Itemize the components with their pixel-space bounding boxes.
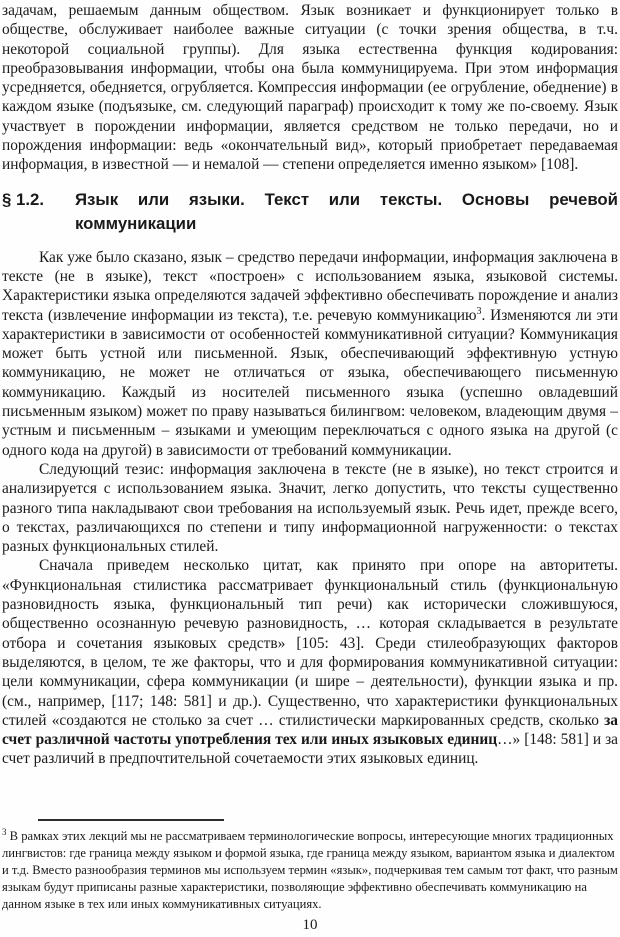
footnote-marker: 3 — [2, 827, 7, 837]
footnote-text: В рамках этих лекций мы не рассматриваем терминологические вопросы, интересующие многих традиционных лингвистов: где граница между языком и формой языка, где граница между языком, вариантом языка и диалектом и т.д. Вместо разнообразия терминов мы используем термин «язык», подчеркивая тем самым тот факт, что разным языкам будут приписаны разные характеристики, позволяющие эффективно обеспечивать коммуникацию на данном языке в тех или иных коммуникативных ситуациях. — [2, 829, 618, 911]
paragraph-text-run: …» [148: 581] и за счет различий в предпочтительной сочетаемости этих языковых единиц. — [2, 731, 618, 768]
page-number: 10 — [302, 917, 318, 933]
footnote-reference: 3 — [476, 305, 482, 317]
paragraph-thesis: Следующий тезис: информация заключена в тексте (не в языке), но текст строится и анализируется с использованием языка. Значит, легко допустить, что тексты существенно разного типа накладывают свои требования на используемый язык. Речь идет, прежде всего, о текстах, различающихся по степени и типу информационной нагруженности: о текстах разных функциональных стилей. — [2, 460, 618, 556]
paragraph-text-run: . Изменяются ли эти характеристики в зависимости от особенностей коммуникативной ситуации? Коммуникация может быть устной или письменной. Язык, обеспечивающий эффективную устную коммуникацию, не может не отличаться от языка, обеспечивающего письменную коммуникацию. Каждый из носителей письменного языка (успешно овладевший письменным языком) может по праву называться билингвом: человеком, владеющим двумя – устным и письменным – языками и умеющим переключаться с одного языка на другой (с одного кода на другой) в зависимости от требований коммуникации. — [2, 306, 618, 459]
emphasized-phrase: за счет различной частоты употребления тех или иных языковых единиц — [2, 711, 618, 749]
page-body — [2, 1, 618, 769]
paragraph-text-run: Как уже было сказано, язык – средство передачи информации, информация заключена в тексте (не в языке), текст «построен» с использованием языка, языковой системы. Характеристики языка определяются задачей эффективно обеспечивать порождение и анализ текста (извлечение информации из текста), т.е. речевую коммуникацию — [2, 248, 618, 324]
section-heading — [2, 188, 618, 236]
section-title: Язык или языки. Текст или тексты. Основы речевой коммуникации — [75, 189, 618, 233]
page-footer — [2, 819, 618, 934]
section-number: § 1.2. — [2, 189, 44, 209]
paragraph-text-run: Сначала приведем несколько цитат, как принято при опоре на авторитеты. «Функциональная стилистика рассматривает функциональный стиль (функциональную разновидность языка, функциональный тип речи) как исторически сложившуюся, общественно осознанную речевую разновидность, … которая складывается в результате отбора и сочетания языковых средств» [105: 43]. Среди стилеобразующих факторов выделяются, в целом, те же факторы, что и для формирования коммуникативной ситуации: цели коммуникации, сфера коммуникации (и шире – деятельности), функции языка и пр. (см., например, [117; 148: 581] и др.). Существенно, что характеристики функциональных стилей «создаются не столько за счет … стилистически маркированных средств, сколько — [2, 557, 618, 729]
paragraph-continuation: задачам, решаемым данным обществом. Язык возникает и функционирует только в обществе, обслуживает наиболее важные ситуации (с точки зрения общества, в т.ч. некоторой социальной группы). Для языка естественна функция кодирования: преобразовывания информации, чтобы она была коммуницируема. При этом информация усредняется, обедняется, огрубляется. Компрессия информации (ее огрубление, обеднение) в каждом языке (подъязыке, см. следующий параграф) происходит к тому же по-своему. Язык участвует в порождении информации, является средством не только передачи, но и порождения информации: ведь «окончательный вид», который приобретает передаваемая информация, в известной — и немалой — степени определяется именно языком» [108]. — [2, 2, 618, 174]
footnote — [2, 828, 618, 913]
paragraph-language — [2, 248, 618, 460]
paragraph-quotes — [2, 556, 618, 768]
footnote-divider — [38, 819, 224, 821]
